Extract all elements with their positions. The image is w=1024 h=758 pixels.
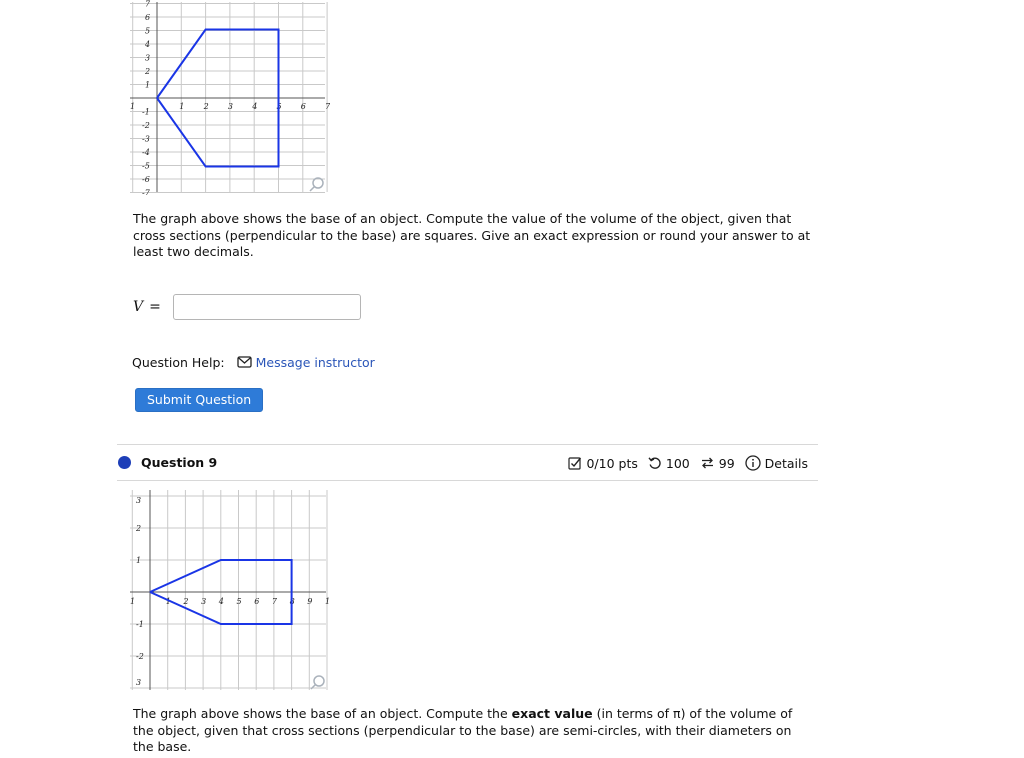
x-tick-label: 3 <box>227 102 233 111</box>
submit-question-button[interactable]: Submit Question <box>135 388 263 412</box>
y-tick-label: 3 <box>136 496 142 505</box>
y-tick-label: 2 <box>136 524 142 533</box>
answer-equals-sign: = <box>149 299 161 315</box>
graph-2-svg <box>120 488 335 693</box>
info-icon[interactable] <box>745 455 761 471</box>
x-tick-label: 1 <box>165 597 171 606</box>
zoom-icon-handle <box>310 187 315 192</box>
y-tick-label: 7 <box>145 0 151 9</box>
x-tick-label: 3 <box>201 597 207 606</box>
question-9-prompt-end: (in terms of π) of the volume of the object, given that cross sections (perpendicular to the base) are semi-circles, with their diameters on the base. <box>133 706 793 754</box>
x-tick-label: 1 <box>130 102 136 111</box>
question-9-header <box>118 454 818 474</box>
retry-icon <box>648 456 662 470</box>
points-value: 0/10 pts <box>586 455 638 471</box>
details-link[interactable]: Details <box>764 455 808 471</box>
attempts-icon <box>700 456 715 470</box>
x-tick-label: 7 <box>325 102 330 111</box>
checkbox-icon <box>568 456 582 470</box>
answer-row <box>133 294 361 320</box>
y-tick-label: 5 <box>145 26 151 36</box>
question-9-title[interactable]: Question 9 <box>141 455 218 470</box>
volume-answer-input[interactable] <box>173 294 361 320</box>
y-tick-label: 3 <box>136 678 142 687</box>
x-tick-label: 9 <box>307 597 313 606</box>
answer-variable-label: V <box>133 299 144 315</box>
message-instructor-link[interactable]: Message instructor <box>255 355 375 370</box>
y-tick-label: -3 <box>142 134 150 144</box>
question-9-prompt-start: The graph above shows the base of an object. Compute the <box>133 706 512 721</box>
x-tick-label: 1 <box>179 102 185 111</box>
y-tick-label: 1 <box>145 80 151 90</box>
y-tick-label: -2 <box>142 121 150 130</box>
x-tick-label: 6 <box>300 102 306 111</box>
y-tick-label: -1 <box>136 620 144 629</box>
question-divider-bottom <box>117 480 818 481</box>
graph-question-8 <box>120 0 330 195</box>
y-tick-label: -7 <box>142 188 150 195</box>
graph-question-9 <box>120 488 335 693</box>
y-tick-label: -1 <box>142 107 150 117</box>
x-tick-label: 6 <box>254 597 260 606</box>
x-tick-label: 2 <box>183 597 189 606</box>
question-9-meta <box>568 455 808 471</box>
x-tick-label: 2 <box>203 102 209 111</box>
y-tick-label: -4 <box>142 148 150 157</box>
y-tick-label: 1 <box>136 556 142 565</box>
question-help-label: Question Help: <box>132 355 225 370</box>
y-tick-label: -5 <box>142 161 150 171</box>
x-tick-label: 5 <box>276 102 282 111</box>
question-9-prompt-bold: exact value <box>511 706 593 721</box>
graph-1-svg <box>120 0 330 195</box>
x-tick-label: 4 <box>252 102 258 111</box>
x-tick-label: 1 <box>130 597 136 606</box>
x-tick-label: 8 <box>289 597 295 606</box>
y-tick-label: 6 <box>145 13 151 22</box>
y-tick-label: 4 <box>145 40 151 49</box>
y-tick-label: -6 <box>142 175 150 184</box>
y-tick-label: 2 <box>145 67 151 76</box>
question-divider-top <box>117 444 818 445</box>
y-tick-label: 3 <box>145 53 151 63</box>
envelope-icon[interactable] <box>237 353 252 372</box>
attempts-value: 99 <box>718 455 735 471</box>
question-status-bullet <box>118 456 131 469</box>
x-tick-label: 1 <box>325 597 331 606</box>
x-tick-label: 5 <box>236 597 242 606</box>
retries-value: 100 <box>665 455 690 471</box>
x-tick-label: 7 <box>271 597 277 606</box>
question-8-prompt: The graph above shows the base of an object. Compute the value of the volume of the object, given that cross sections (perpendicular to the base) are squares. Give an exact expression or round your answer to at least two decimals. <box>133 211 811 259</box>
question-9-prompt <box>133 706 813 756</box>
y-tick-label: -2 <box>136 652 144 661</box>
question-help-row <box>132 353 375 372</box>
x-tick-label: 4 <box>218 597 224 606</box>
